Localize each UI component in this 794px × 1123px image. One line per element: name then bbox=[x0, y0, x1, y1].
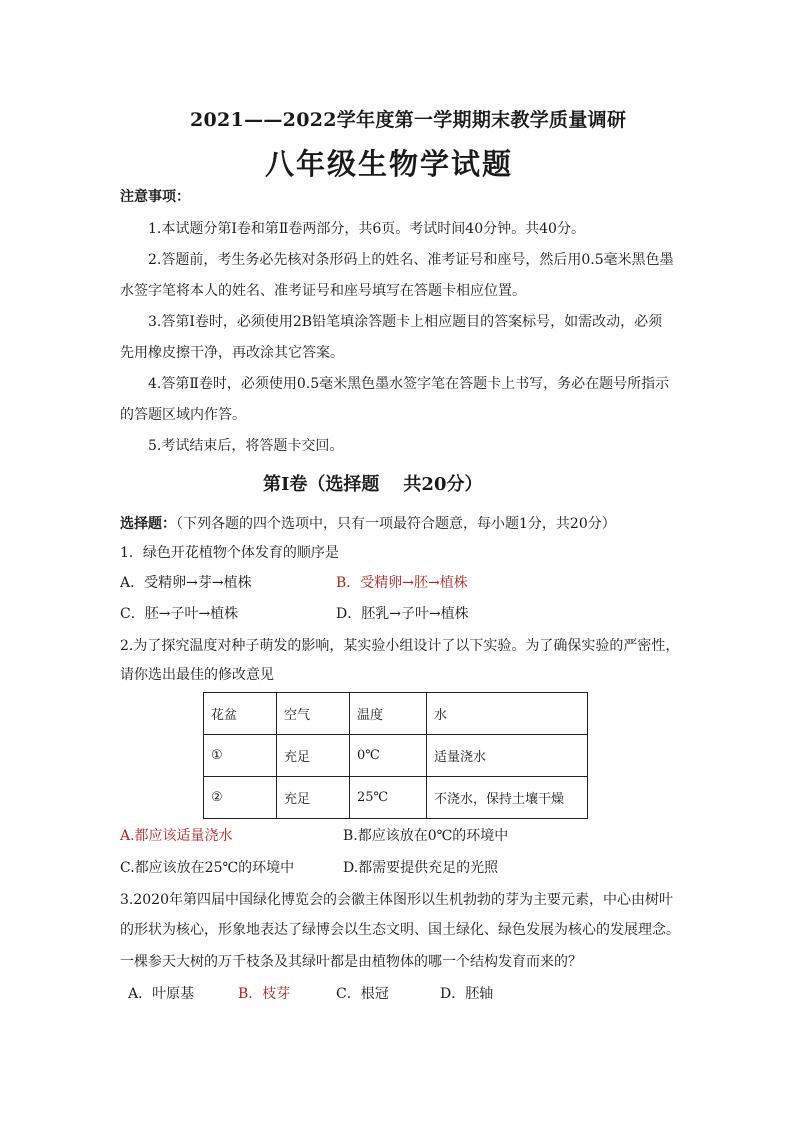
experiment-table bbox=[203, 692, 588, 819]
table-cell: 适量浇水 bbox=[427, 735, 588, 777]
q1-option-b-answer: B．受精卵→胚→植株 bbox=[336, 575, 468, 591]
table-cell: ② bbox=[204, 777, 277, 819]
table-cell: ① bbox=[204, 735, 277, 777]
instructions-label: 选择题： bbox=[120, 516, 176, 532]
q3-stem-line3: 一棵参天大树的万千枝条及其绿叶都是由植物体的哪一个结构发育而来的？ bbox=[120, 954, 582, 970]
q3-option-a: A．叶原基 bbox=[128, 986, 195, 1002]
q3-option-d: D．胚轴 bbox=[440, 986, 494, 1002]
q2-stem-line1: 2.为了探究温度对种子萌发的影响，某实验小组设计了以下实验。为了确保实验的严密性， bbox=[120, 638, 680, 654]
table-row bbox=[204, 777, 588, 819]
q1-option-d: D．胚乳→子叶→植株 bbox=[336, 606, 469, 622]
table-header-cell: 水 bbox=[427, 693, 588, 735]
notice-item-3-cont: 先用橡皮擦干净，再改涂其它答案。 bbox=[120, 345, 344, 361]
q2-option-a-answer: A.都应该适量浇水 bbox=[120, 828, 233, 844]
q2-option-c: C.都应该放在25℃的环境中 bbox=[120, 860, 295, 876]
notice-item-2: 2.答题前，考生务必先核对条形码上的姓名、准考证号和座号，然后用0.5毫米黑色墨 bbox=[148, 252, 674, 268]
table-row bbox=[204, 735, 588, 777]
notice-item-5: 5.考试结束后，将答题卡交回。 bbox=[148, 438, 344, 454]
notice-item-1: 1.本试题分第Ⅰ卷和第Ⅱ卷两部分，共6页。考试时间40分钟。共40分。 bbox=[148, 221, 585, 237]
q2-option-b: B.都应该放在0℃的环境中 bbox=[343, 828, 509, 844]
table-cell: 不浇水，保持土壤干燥 bbox=[427, 777, 588, 819]
section-title bbox=[263, 470, 482, 496]
table-cell: 0℃ bbox=[350, 735, 427, 777]
table-header-cell: 温度 bbox=[350, 693, 427, 735]
q3-option-b-answer: B．枝芽 bbox=[238, 986, 291, 1002]
q3-stem-line2: 的形状为核心，形象地表达了绿博会以生态文明、国土绿化、绿色发展为核心的发展理念。 bbox=[120, 922, 680, 938]
notice-title: 注意事项： bbox=[120, 189, 190, 205]
notice-item-2-cont: 水签字笔将本人的姓名、准考证号和座号填写在答题卡相应位置。 bbox=[120, 283, 526, 299]
q3-option-c: C．根冠 bbox=[336, 986, 389, 1002]
q2-option-d: D.都需要提供充足的光照 bbox=[343, 860, 499, 876]
instructions-text: （下列各题的四个选项中，只有一项最符合题意，每小题1分，共20分） bbox=[176, 516, 616, 532]
q1-option-a: A．受精卵→芽→植株 bbox=[120, 575, 252, 591]
q3-stem-line1: 3.2020年第四届中国绿化博览会的会徽主体图形以生机勃勃的芽为主要元素，中心由树叶 bbox=[120, 892, 673, 908]
table-cell: 充足 bbox=[277, 735, 350, 777]
notice-item-4-cont: 的答题区域内作答。 bbox=[120, 407, 246, 423]
q1-stem: 1．绿色开花植物个体发育的顺序是 bbox=[120, 545, 339, 561]
exam-title: 八年级生物学试题 bbox=[265, 147, 514, 181]
section-part: 第Ⅰ卷（选择题 bbox=[263, 474, 380, 495]
table-cell: 25℃ bbox=[350, 777, 427, 819]
table-header-cell: 花盆 bbox=[204, 693, 277, 735]
notice-item-4: 4.答第Ⅱ卷时，必须使用0.5毫米黑色墨水签字笔在答题卡上书写，务必在题号所指示 bbox=[148, 376, 670, 392]
exam-header-line: 2021——2022学年度第一学期期末教学质量调研 bbox=[190, 109, 627, 131]
section-score: 共20分） bbox=[403, 474, 483, 495]
instructions bbox=[120, 514, 616, 534]
notice-item-3: 3.答第Ⅰ卷时，必须使用2B铅笔填涂答题卡上相应题目的答案标号，如需改动，必须 bbox=[148, 314, 663, 330]
table-header-cell: 空气 bbox=[277, 693, 350, 735]
table-header-row bbox=[204, 693, 588, 735]
q1-option-c: C．胚→子叶→植株 bbox=[120, 606, 239, 622]
table-cell: 充足 bbox=[277, 777, 350, 819]
q2-stem-line2: 请你选出最佳的修改意见 bbox=[120, 667, 274, 683]
